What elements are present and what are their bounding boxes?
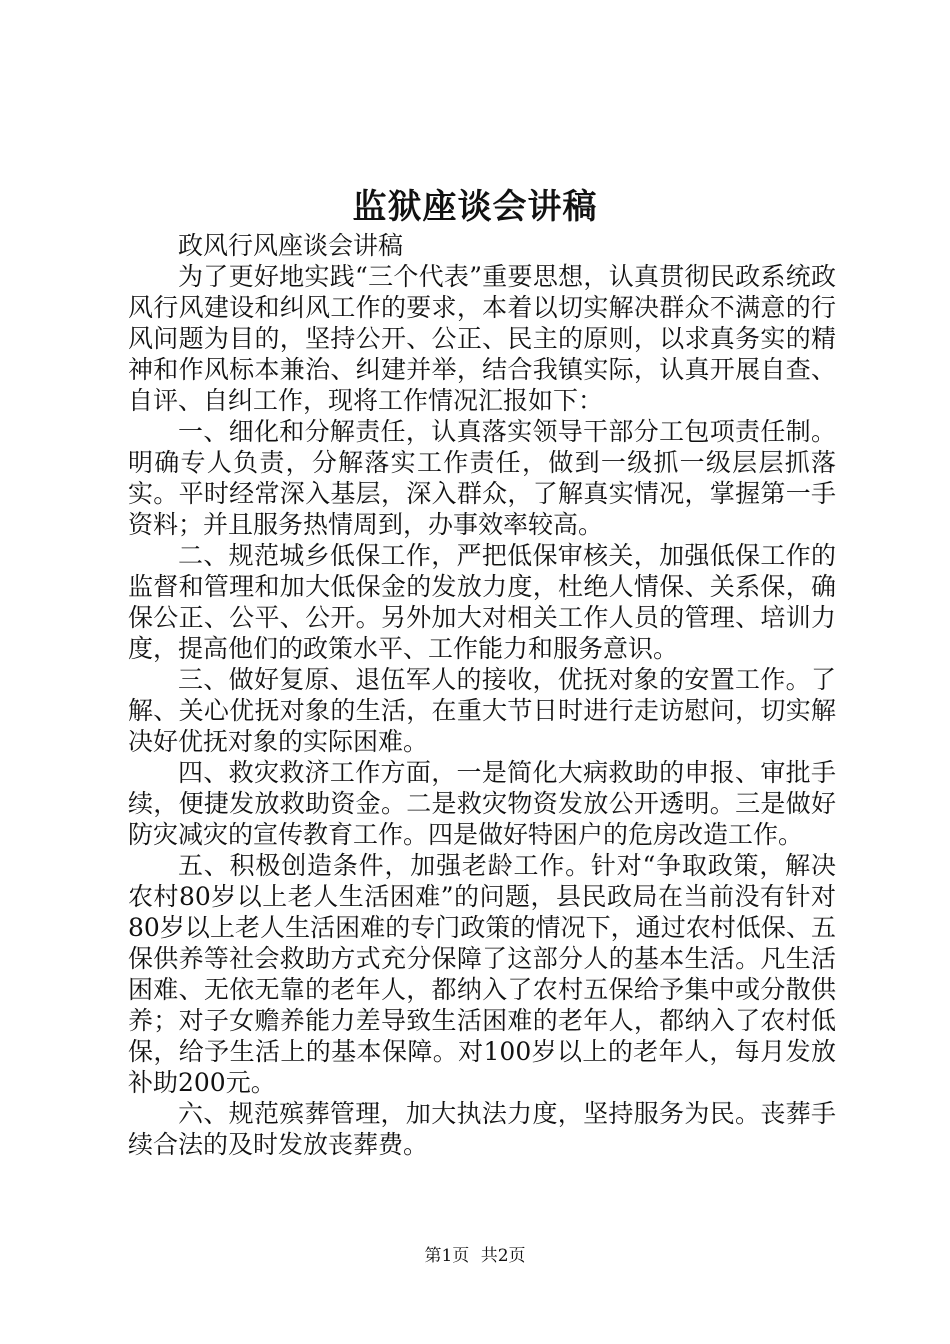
page-number-total: 共2页: [480, 1246, 526, 1266]
document-body: [128, 230, 836, 1160]
paragraph-3: 三、做好复原、退伍军人的接收，优抚对象的安置工作。了解、关心优抚对象的生活，在重大节日时进行走访慰问，切实解决好优抚对象的实际困难。: [128, 665, 836, 756]
page-number-current: 第1页: [424, 1246, 470, 1266]
document-title: 监狱座谈会讲稿: [352, 187, 598, 227]
page-footer: [0, 1244, 950, 1268]
paragraph-1: 一、细化和分解责任，认真落实领导干部分工包项责任制。明确专人负责，分解落实工作责任，做到一级抓一级层层抓落实。平时经常深入基层，深入群众，了解真实情况，掌握第一手资料；并且服务热情周到，办事效率较高。: [128, 417, 836, 539]
paragraph-6: 六、规范殡葬管理，加大执法力度，坚持服务为民。丧葬手续合法的及时发放丧葬费。: [128, 1099, 836, 1159]
paragraph-2: 二、规范城乡低保工作，严把低保审核关，加强低保工作的监督和管理和加大低保金的发放力度，杜绝人情保、关系保，确保公正、公平、公开。另外加大对相关工作人员的管理、培训力度，提高他们的政策水平、工作能力和服务意识。: [128, 541, 836, 663]
document-subtitle: 政风行风座谈会讲稿: [178, 231, 404, 260]
paragraph-4: 四、救灾救济工作方面，一是简化大病救助的申报、审批手续，便捷发放救助资金。二是救灾物资发放公开透明。三是做好防灾减灾的宣传教育工作。四是做好特困户的危房改造工作。: [128, 758, 836, 849]
paragraph-5: 五、积极创造条件，加强老龄工作。针对“争取政策，解决农村80岁以上老人生活困难”的问题，县民政局在当前没有针对80岁以上老人生活困难的专门政策的情况下，通过农村低保、五保供养等社会救助方式充分保障了这部分人的基本生活。凡生活困难、无依无靠的老年人，都纳入了农村五保给予集中或分散供养；对子女赡养能力差导致生活困难的老年人，都纳入了农村低保，给予生活上的基本保障。对100岁以上的老年人，每月发放补助200元。: [128, 851, 836, 1097]
paragraph-intro: 为了更好地实践“三个代表”重要思想，认真贯彻民政系统政风行风建设和纠风工作的要求，本着以切实解决群众不满意的行风问题为目的，坚持公开、公正、民主的原则，以求真务实的精神和作风标本兼治、纠建并举，结合我镇实际，认真开展自查、自评、自纠工作，现将工作情况汇报如下：: [128, 262, 836, 415]
